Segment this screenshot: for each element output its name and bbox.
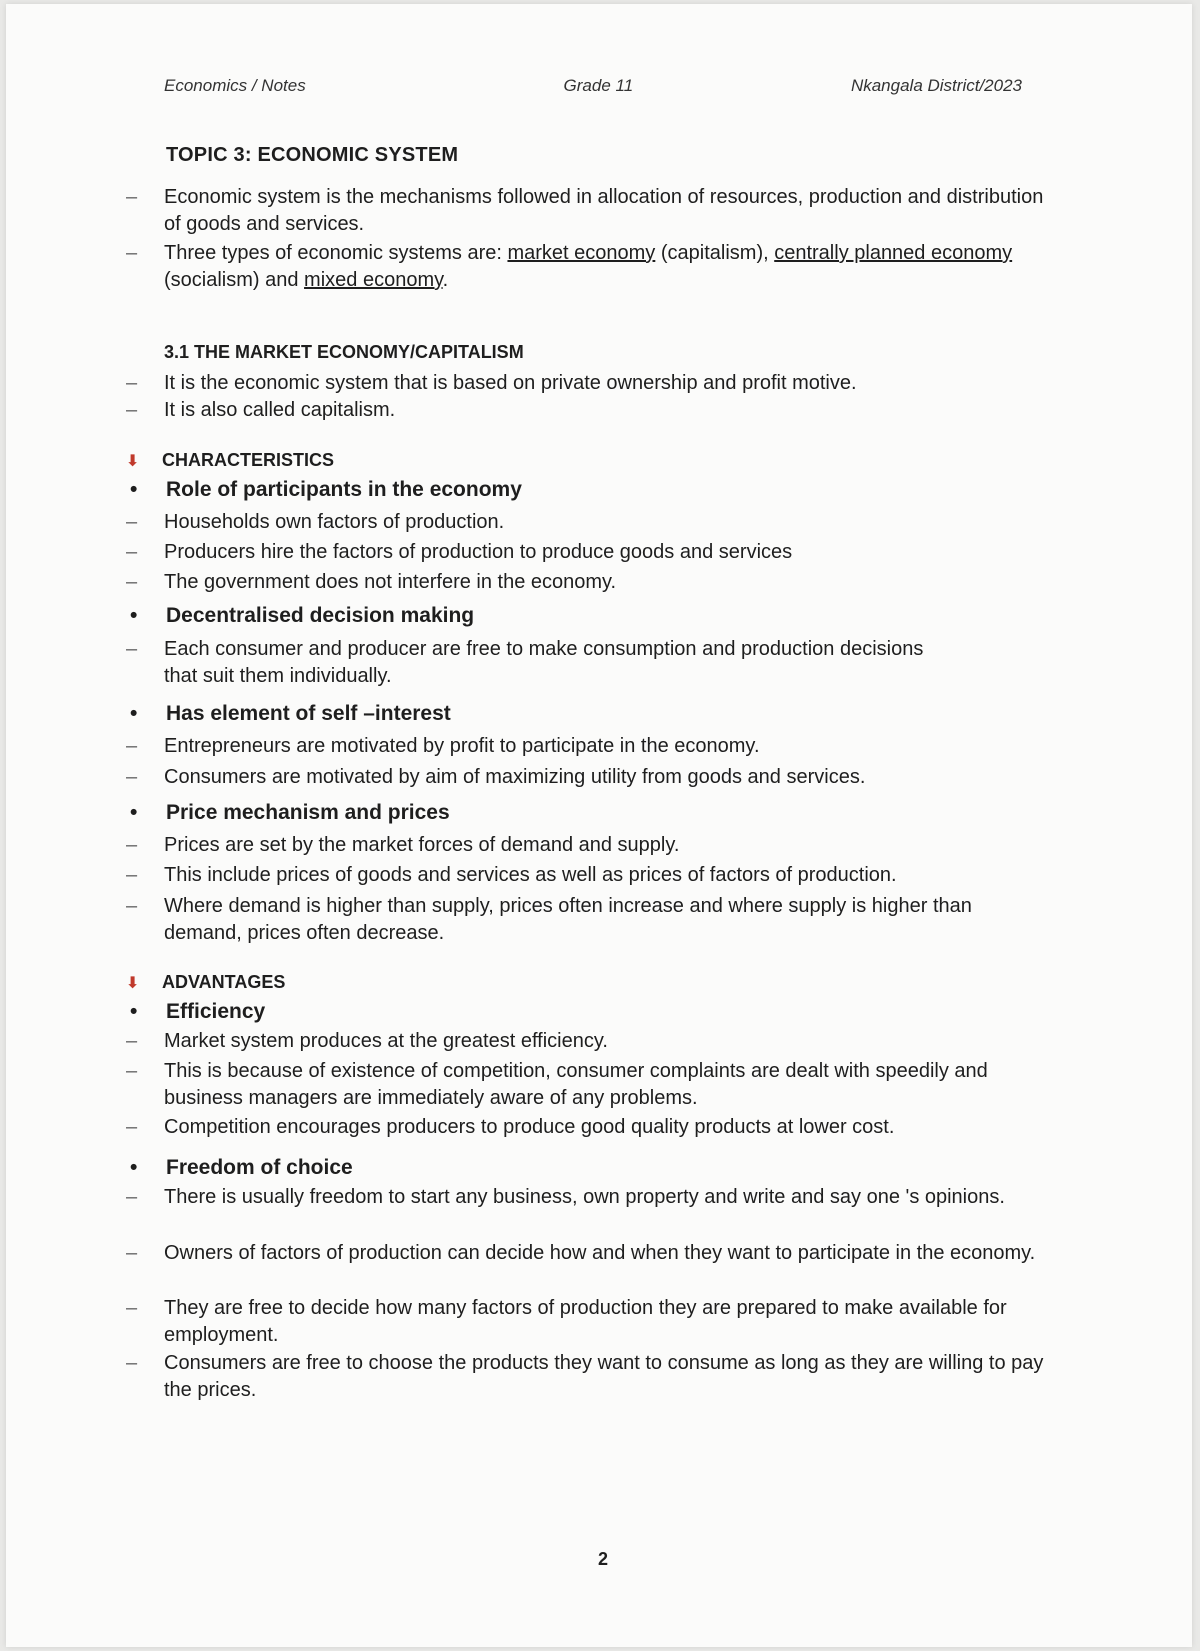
dash-marker: – bbox=[126, 1352, 138, 1374]
arrow-down-icon: ⬇ bbox=[126, 975, 140, 992]
dash-marker: – bbox=[126, 541, 138, 563]
bullet-title: Efficiency bbox=[166, 1000, 266, 1023]
bullet-title: Freedom of choice bbox=[166, 1156, 353, 1179]
dash-marker: – bbox=[126, 1030, 138, 1052]
list-item-text: Consumers are free to choose the products they want to consume as long as they are willing to pay the prices. bbox=[164, 1352, 1044, 1401]
dash-marker: – bbox=[126, 511, 138, 533]
list-item-text: The government does not interfere in the economy. bbox=[164, 571, 617, 593]
heading-label: CHARACTERISTICS bbox=[162, 450, 335, 470]
list-item-text: This include prices of goods and services as well as prices of factors of production. bbox=[164, 864, 897, 886]
dash-marker: – bbox=[126, 1060, 138, 1082]
list-item-text: Competition encourages producers to produce good quality products at lower cost. bbox=[164, 1116, 895, 1138]
header-district: Nkangala District/2023 bbox=[850, 76, 1022, 95]
bullet-marker: • bbox=[130, 604, 138, 627]
list-item-text: Each consumer and producer are free to make consumption and production decisions that suit them individually. bbox=[164, 638, 924, 687]
list-item-text: Entrepreneurs are motivated by profit to participate in the economy. bbox=[164, 735, 760, 757]
dash-marker: – bbox=[126, 242, 138, 264]
dash-marker: – bbox=[126, 638, 138, 660]
section-item-text: It is also called capitalism. bbox=[164, 399, 396, 421]
section-item-text: It is the economic system that is based on private ownership and profit motive. bbox=[164, 372, 857, 394]
intro-types-text bbox=[164, 240, 1044, 294]
intro-text-part: (socialism) and bbox=[164, 269, 305, 291]
list-item-text: Where demand is higher than supply, prices often increase and where supply is higher than demand, prices often decrease. bbox=[164, 895, 972, 944]
bullet-title: Decentralised decision making bbox=[166, 604, 475, 627]
intro-text: Economic system is the mechanisms followed in allocation of resources, production and distribution of goods and services. bbox=[164, 186, 1044, 235]
bullet-title: Role of participants in the economy bbox=[166, 478, 522, 501]
dash-marker: – bbox=[126, 1242, 138, 1264]
dash-marker: – bbox=[126, 864, 138, 886]
list-item-text: There is usually freedom to start any business, own property and write and say one 's opinions. bbox=[164, 1186, 1005, 1208]
list-item-text: Consumers are motivated by aim of maximizing utility from goods and services. bbox=[164, 766, 866, 788]
bullet-heading bbox=[126, 801, 450, 825]
list-item-text: This is because of existence of competition, consumer complaints are dealt with speedily and business managers are immediately aware of any problems. bbox=[164, 1060, 988, 1109]
bullet-marker: • bbox=[130, 1000, 138, 1023]
dash-marker: – bbox=[126, 1116, 138, 1138]
bullet-heading bbox=[126, 478, 522, 502]
dash-marker: – bbox=[126, 372, 138, 394]
page-header bbox=[164, 76, 1022, 96]
heading-label: ADVANTAGES bbox=[162, 972, 286, 992]
bullet-heading bbox=[126, 604, 474, 628]
page-number: 2 bbox=[598, 1549, 609, 1569]
dash-marker: – bbox=[126, 766, 138, 788]
dash-marker: – bbox=[126, 1297, 138, 1319]
dash-marker: – bbox=[126, 399, 138, 421]
list-item-text: Households own factors of production. bbox=[164, 511, 505, 533]
topic-title: TOPIC 3: ECONOMIC SYSTEM bbox=[166, 144, 459, 166]
dash-marker: – bbox=[126, 735, 138, 757]
list-item-text: Prices are set by the market forces of demand and supply. bbox=[164, 834, 680, 856]
dash-marker: – bbox=[126, 895, 138, 917]
bullet-title: Has element of self –interest bbox=[166, 702, 451, 725]
dash-marker: – bbox=[126, 1186, 138, 1208]
arrow-down-icon: ⬇ bbox=[126, 453, 140, 470]
list-item-text: Market system produces at the greatest efficiency. bbox=[164, 1030, 608, 1052]
mixed-economy-term: mixed economy bbox=[304, 269, 443, 291]
dash-marker: – bbox=[126, 186, 138, 208]
characteristics-heading bbox=[126, 450, 334, 471]
header-grade: Grade 11 bbox=[563, 76, 634, 95]
bullet-heading bbox=[126, 1156, 353, 1180]
page-content bbox=[6, 4, 1192, 1647]
list-item-text: Owners of factors of production can decide how and when they want to participate in the economy. bbox=[164, 1242, 1036, 1264]
header-subject: Economics / Notes bbox=[164, 76, 306, 95]
list-item-text: Producers hire the factors of production to produce goods and services bbox=[164, 541, 793, 563]
bullet-marker: • bbox=[130, 1156, 138, 1179]
intro-text-part: Three types of economic systems are: bbox=[164, 242, 508, 264]
bullet-title: Price mechanism and prices bbox=[166, 801, 450, 824]
centrally-planned-economy-term: centrally planned economy bbox=[774, 242, 1013, 264]
dash-marker: – bbox=[126, 834, 138, 856]
dash-marker: – bbox=[126, 571, 138, 593]
intro-text-part: . bbox=[442, 269, 449, 291]
bullet-heading bbox=[126, 702, 451, 726]
intro-text-part: (capitalism), bbox=[655, 242, 775, 264]
bullet-heading bbox=[126, 1000, 265, 1024]
section-heading: 3.1 THE MARKET ECONOMY/CAPITALISM bbox=[164, 342, 524, 362]
market-economy-term: market economy bbox=[507, 242, 656, 264]
bullet-marker: • bbox=[130, 478, 138, 501]
bullet-marker: • bbox=[130, 702, 138, 725]
bullet-marker: • bbox=[130, 801, 138, 824]
document-page bbox=[6, 4, 1192, 1647]
list-item-text: They are free to decide how many factors of production they are prepared to make available for employment. bbox=[164, 1297, 1007, 1346]
advantages-heading bbox=[126, 972, 285, 993]
